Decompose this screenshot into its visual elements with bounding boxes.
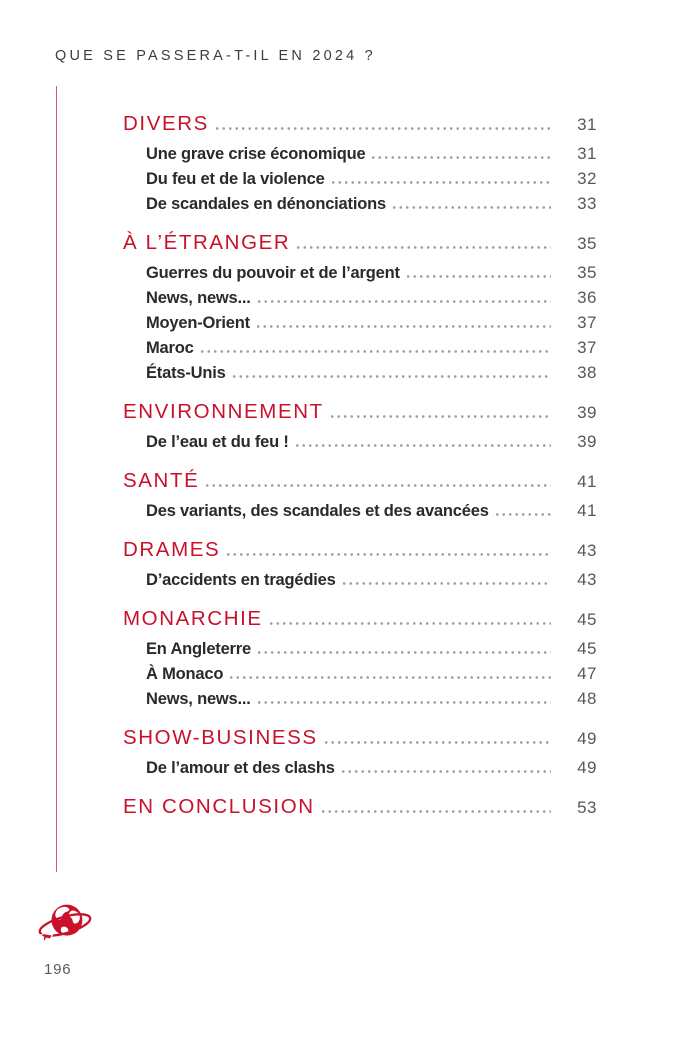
section-page-number: 31 — [577, 115, 597, 134]
dot-leader — [258, 651, 551, 654]
toc-entry-row — [123, 194, 597, 219]
toc-heading-row — [123, 538, 597, 565]
dot-leader — [343, 582, 551, 585]
section-title: MONARCHIE — [123, 607, 263, 630]
toc-section — [123, 112, 597, 219]
entry-page-number: 36 — [577, 288, 597, 307]
section-title: EN CONCLUSION — [123, 795, 315, 818]
entry-page-number: 37 — [577, 313, 597, 332]
toc-entry-row — [123, 639, 597, 664]
toc-section — [123, 400, 597, 457]
dot-leader — [407, 275, 551, 278]
entry-label: Moyen-Orient — [146, 314, 250, 332]
toc-entry-row — [123, 144, 597, 169]
dot-leader — [297, 246, 551, 249]
entry-page-number: 32 — [577, 169, 597, 188]
toc-entry-row — [123, 363, 597, 388]
entry-label: Guerres du pouvoir et de l’argent — [146, 264, 400, 282]
vertical-rule — [56, 86, 57, 872]
entry-label: États-Unis — [146, 364, 226, 382]
toc-heading-row — [123, 112, 597, 139]
section-title: ENVIRONNEMENT — [123, 400, 324, 423]
section-page-number: 43 — [577, 541, 597, 560]
entry-label: De scandales en dénonciations — [146, 195, 386, 213]
toc-entry-row — [123, 689, 597, 714]
toc-entry-row — [123, 338, 597, 363]
entry-label: En Angleterre — [146, 640, 251, 658]
section-title: DRAMES — [123, 538, 221, 561]
toc-entry-row — [123, 432, 597, 457]
entry-page-number: 45 — [577, 639, 597, 658]
entry-label: News, news... — [146, 690, 251, 708]
globe-orbit-icon — [36, 895, 94, 953]
toc-heading-row — [123, 400, 597, 427]
dot-leader — [372, 156, 551, 159]
toc-entry-row — [123, 263, 597, 288]
section-page-number: 39 — [577, 403, 597, 422]
toc-section — [123, 231, 597, 388]
dot-leader — [393, 206, 551, 209]
toc-entry-row — [123, 758, 597, 783]
entry-label: Du feu et de la violence — [146, 170, 325, 188]
section-page-number: 41 — [577, 472, 597, 491]
dot-leader — [342, 770, 551, 773]
dot-leader — [258, 300, 551, 303]
entry-page-number: 31 — [577, 144, 597, 163]
table-of-contents — [123, 112, 597, 827]
section-page-number: 35 — [577, 234, 597, 253]
section-title: DIVERS — [123, 112, 209, 135]
dot-leader — [216, 127, 551, 130]
entry-page-number: 38 — [577, 363, 597, 382]
entry-page-number: 39 — [577, 432, 597, 451]
entry-label: Maroc — [146, 339, 194, 357]
entry-label: News, news... — [146, 289, 251, 307]
entry-label: De l’eau et du feu ! — [146, 433, 289, 451]
dot-leader — [270, 622, 551, 625]
toc-entry-row — [123, 664, 597, 689]
entry-page-number: 47 — [577, 664, 597, 683]
entry-label: D’accidents en tragédies — [146, 571, 336, 589]
toc-section — [123, 607, 597, 714]
dot-leader — [331, 415, 551, 418]
toc-heading-row — [123, 469, 597, 496]
entry-page-number: 33 — [577, 194, 597, 213]
toc-entry-row — [123, 313, 597, 338]
toc-heading-row — [123, 607, 597, 634]
toc-heading-row — [123, 795, 597, 822]
dot-leader — [257, 325, 551, 328]
toc-entry-row — [123, 288, 597, 313]
toc-section — [123, 469, 597, 526]
dot-leader — [227, 553, 551, 556]
dot-leader — [233, 375, 551, 378]
folio-page-number: 196 — [44, 961, 72, 978]
dot-leader — [258, 701, 551, 704]
section-title: SHOW-BUSINESS — [123, 726, 318, 749]
toc-entry-row — [123, 570, 597, 595]
section-page-number: 53 — [577, 798, 597, 817]
entry-label: De l’amour et des clashs — [146, 759, 335, 777]
dot-leader — [201, 350, 551, 353]
dot-leader — [325, 741, 551, 744]
section-page-number: 49 — [577, 729, 597, 748]
entry-page-number: 41 — [577, 501, 597, 520]
entry-page-number: 35 — [577, 263, 597, 282]
entry-page-number: 37 — [577, 338, 597, 357]
entry-label: Une grave crise économique — [146, 145, 366, 163]
toc-section — [123, 795, 597, 822]
toc-entry-row — [123, 169, 597, 194]
toc-section — [123, 726, 597, 783]
running-header: QUE SE PASSERA-T-IL EN 2024 ? — [55, 48, 376, 64]
dot-leader — [206, 484, 551, 487]
section-title: À L’ÉTRANGER — [123, 231, 291, 254]
toc-section — [123, 538, 597, 595]
dot-leader — [296, 444, 551, 447]
entry-page-number: 43 — [577, 570, 597, 589]
dot-leader — [496, 513, 551, 516]
toc-heading-row — [123, 726, 597, 753]
dot-leader — [230, 676, 551, 679]
dot-leader — [332, 181, 551, 184]
section-title: SANTÉ — [123, 469, 200, 492]
entry-label: Des variants, des scandales et des avancées — [146, 502, 489, 520]
toc-entry-row — [123, 501, 597, 526]
dot-leader — [322, 810, 551, 813]
entry-page-number: 48 — [577, 689, 597, 708]
entry-label: À Monaco — [146, 665, 224, 683]
section-page-number: 45 — [577, 610, 597, 629]
toc-heading-row — [123, 231, 597, 258]
entry-page-number: 49 — [577, 758, 597, 777]
